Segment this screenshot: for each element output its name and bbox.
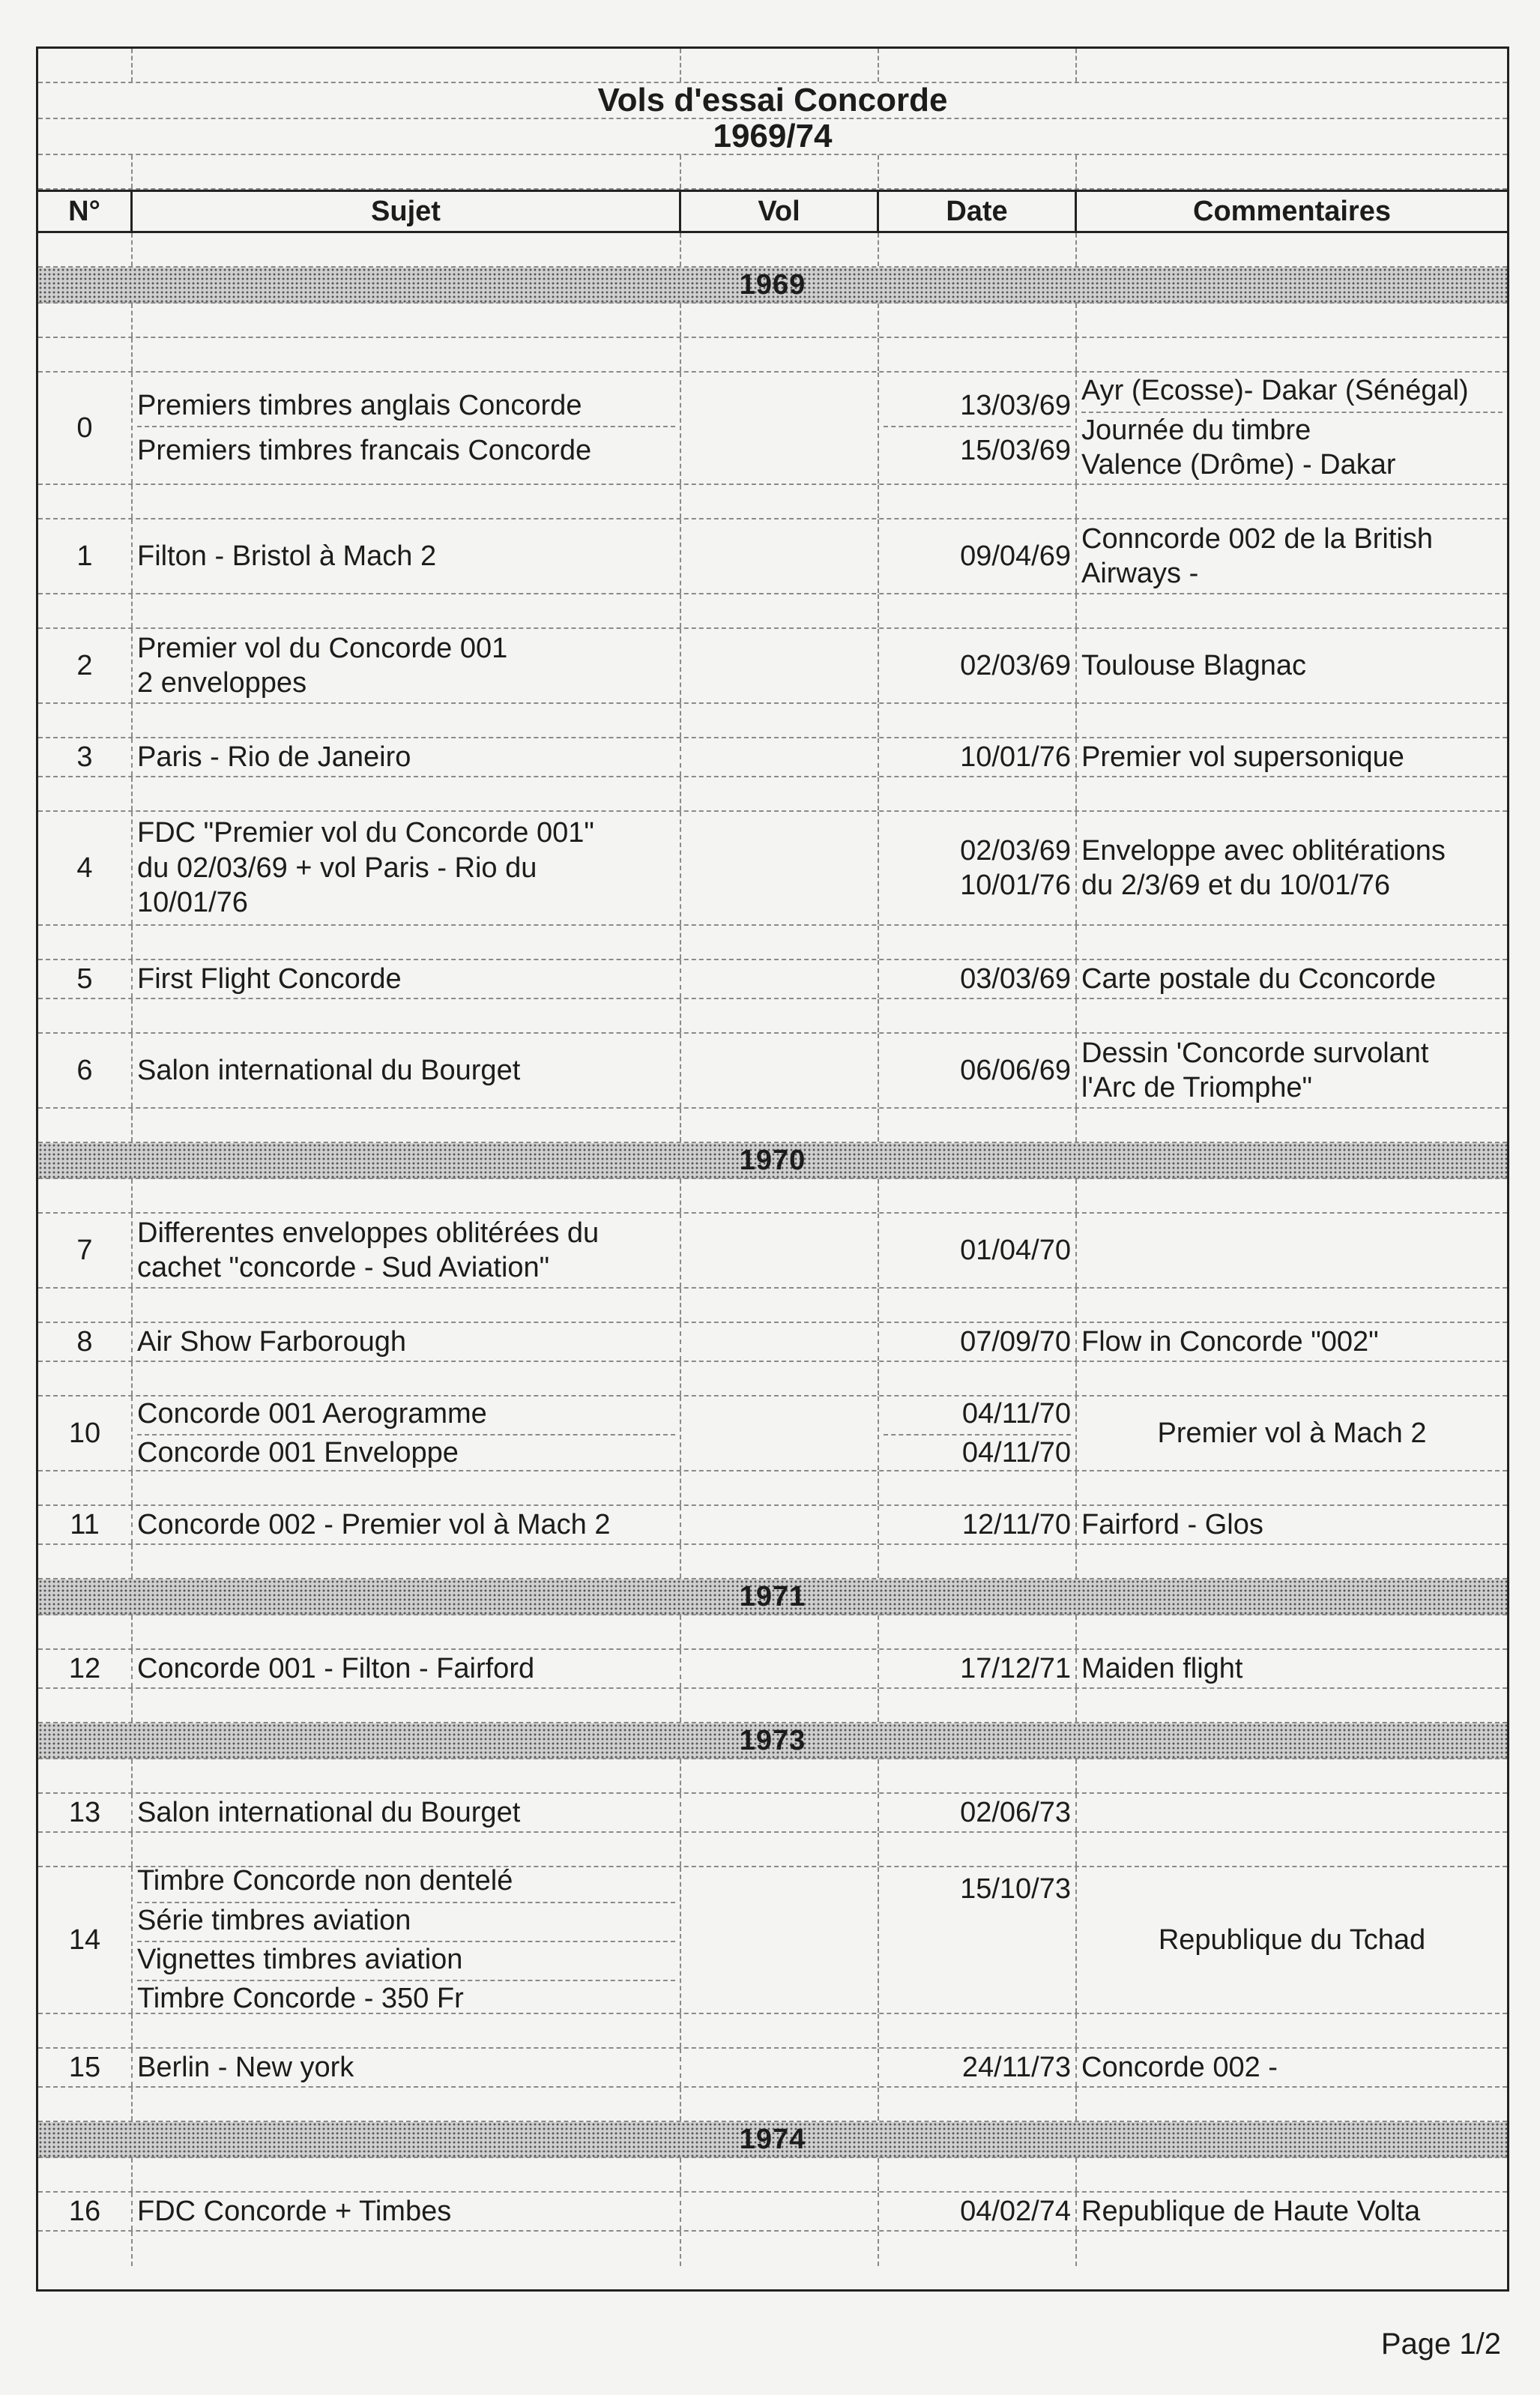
entry-sujet: Concorde 002 - Premier vol à Mach 2 (133, 1506, 681, 1543)
spacer-row (38, 777, 1507, 812)
entry-date (879, 373, 1077, 483)
spacer-row (38, 485, 1507, 519)
spacer-row (38, 2014, 1507, 2049)
entry-vol (681, 960, 879, 998)
spacer-row (38, 1833, 1507, 1867)
comment-line: Conncorde 002 de la British (1081, 522, 1433, 555)
entry-sujet: Salon international du Bourget (133, 1794, 681, 1831)
period-row (38, 119, 1507, 155)
table-row (38, 812, 1507, 926)
comment-line: l'Arc de Triomphe" (1081, 1072, 1312, 1103)
spacer-row (38, 2158, 1507, 2193)
spacer-row (38, 1179, 1507, 1214)
entry-date: 12/11/70 (879, 1506, 1077, 1543)
entry-date: 03/03/69 (879, 960, 1077, 998)
entry-vol (681, 373, 879, 483)
date-line: 10/01/76 (960, 870, 1071, 901)
table-row (38, 2193, 1507, 2232)
comment-line: du 2/3/69 et du 10/01/76 (1081, 870, 1391, 901)
entry-sujet (133, 373, 681, 483)
entry-vol (681, 1323, 879, 1361)
sujet-line: Concorde 001 Aerogramme (137, 1397, 675, 1436)
table-row (38, 960, 1507, 999)
spacer-row (38, 1615, 1507, 1650)
comment-line: Ayr (Ecosse)- Dakar (Sénégal) (1081, 373, 1503, 412)
table-row (38, 738, 1507, 777)
table-row (38, 1867, 1507, 2014)
entry-vol (681, 1867, 879, 2013)
document-title: Vols d'essai Concorde (597, 82, 948, 118)
sujet-line: 2 enveloppes (137, 667, 307, 699)
sujet-line: Série timbres aviation (137, 1903, 675, 1942)
date-line: 15/03/69 (960, 435, 1071, 466)
entry-sujet: Air Show Farborough (133, 1323, 681, 1361)
year-band-1971 (38, 1579, 1507, 1615)
entry-vol (681, 2049, 879, 2086)
entry-number: 6 (38, 1034, 133, 1107)
entry-comment: Premier vol à Mach 2 (1157, 1417, 1427, 1449)
entry-number: 7 (38, 1214, 133, 1287)
entry-comment (1077, 519, 1507, 593)
sujet-line: Timbre Concorde non dentelé (137, 1867, 675, 1903)
year-band-1969 (38, 268, 1507, 304)
entry-vol (681, 812, 879, 924)
entry-date: 07/09/70 (879, 1323, 1077, 1361)
entry-sujet (133, 1214, 681, 1287)
entry-number: 3 (38, 738, 133, 776)
entry-sujet (133, 1867, 681, 2013)
entry-date: 01/04/70 (879, 1214, 1077, 1287)
entry-comment: Republique de Haute Volta (1081, 2195, 1421, 2227)
entry-comment: Maiden flight (1081, 1652, 1243, 1684)
entry-date: 09/04/69 (879, 519, 1077, 593)
year-label: 1970 (739, 1144, 806, 1176)
entry-number: 8 (38, 1323, 133, 1361)
entry-vol (681, 738, 879, 776)
entry-date: 02/03/69 (879, 629, 1077, 702)
table-header (38, 190, 1507, 233)
spacer-row (38, 304, 1507, 338)
entry-number: 12 (38, 1650, 133, 1687)
spacer-row (38, 1289, 1507, 1323)
sujet-line: FDC "Premier vol du Concorde 001" (137, 817, 594, 849)
entry-vol (681, 1506, 879, 1543)
sujet-line: 10/01/76 (137, 887, 248, 919)
entry-comment (1077, 373, 1507, 483)
table-row (38, 1794, 1507, 1833)
document-period: 1969/74 (713, 118, 833, 154)
entry-comment (1077, 1214, 1507, 1287)
year-label: 1973 (739, 1724, 806, 1756)
entry-sujet (133, 812, 681, 924)
entry-number: 11 (38, 1506, 133, 1543)
spacer-row (38, 1471, 1507, 1506)
entry-number: 0 (38, 373, 133, 483)
entry-date: 04/02/74 (879, 2193, 1077, 2230)
entry-vol (681, 629, 879, 702)
header-vol: Vol (681, 192, 879, 231)
entry-comment (1077, 1034, 1507, 1107)
table-row (38, 1214, 1507, 1289)
entry-date: 24/11/73 (879, 2049, 1077, 2086)
entry-sujet: First Flight Concorde (133, 960, 681, 998)
header-date: Date (879, 192, 1077, 231)
comment-line: Enveloppe avec oblitérations (1081, 834, 1446, 867)
comment-line: Airways - (1081, 558, 1199, 589)
entry-sujet (133, 629, 681, 702)
spacer-row (38, 338, 1507, 373)
entry-vol (681, 519, 879, 593)
table-row (38, 1397, 1507, 1471)
entry-comment: Flow in Concorde "002" (1081, 1325, 1379, 1358)
entry-number: 1 (38, 519, 133, 593)
spacer-row (38, 1545, 1507, 1579)
entry-comment: Toulouse Blagnac (1081, 649, 1306, 681)
comment-line: Journée du timbre (1081, 414, 1311, 446)
header-commentaires: Commentaires (1193, 195, 1391, 227)
table-row (38, 1323, 1507, 1362)
spacer-row (38, 1109, 1507, 1143)
entry-number: 13 (38, 1794, 133, 1831)
sujet-line: Differentes enveloppes oblitérées du (137, 1217, 600, 1249)
page-number: Page 1/2 (1380, 2328, 1501, 2361)
entry-comment: Republique du Tchad (1158, 1923, 1426, 1956)
entry-date: 15/10/73 (879, 1867, 1077, 2013)
spacer-row (38, 233, 1507, 268)
sujet-line: Premier vol du Concorde 001 (137, 632, 508, 664)
entry-number: 2 (38, 629, 133, 702)
spacer-row (38, 155, 1507, 190)
table-row (38, 1650, 1507, 1689)
entry-sujet: FDC Concorde + Timbes (133, 2193, 681, 2230)
spacer-row (38, 2088, 1507, 2122)
year-label: 1971 (739, 1580, 806, 1612)
entry-vol (681, 1034, 879, 1107)
entry-date (879, 812, 1077, 924)
spacer-row (38, 2232, 1507, 2266)
entry-number: 14 (38, 1867, 133, 2013)
date-line: 04/11/70 (961, 1437, 1071, 1468)
spacer-row (38, 1759, 1507, 1794)
header-number: N° (38, 192, 133, 231)
date-line: 04/11/70 (884, 1397, 1071, 1436)
year-band-1970 (38, 1143, 1507, 1179)
table-row (38, 629, 1507, 704)
spacer-row (38, 1362, 1507, 1397)
entry-vol (681, 1214, 879, 1287)
table-row (38, 519, 1507, 594)
entry-vol (681, 1794, 879, 1831)
table-row (38, 2049, 1507, 2088)
entry-date: 02/06/73 (879, 1794, 1077, 1831)
entry-date: 10/01/76 (879, 738, 1077, 776)
header-sujet: Sujet (133, 192, 681, 231)
entry-comment: Fairford - Glos (1081, 1508, 1263, 1540)
sujet-line: du 02/03/69 + vol Paris - Rio du (137, 852, 537, 884)
sujet-line: Timbre Concorde - 350 Fr (137, 1983, 464, 2013)
entry-comment: Premier vol supersonique (1081, 741, 1404, 773)
entry-vol (681, 1397, 879, 1470)
entry-number: 15 (38, 2049, 133, 2086)
entry-number: 16 (38, 2193, 133, 2230)
entry-comment: Carte postale du Cconcorde (1081, 962, 1437, 995)
spacer-row (38, 926, 1507, 960)
entry-date: 17/12/71 (879, 1650, 1077, 1687)
sujet-line: Premiers timbres anglais Concorde (137, 388, 675, 427)
entry-vol (681, 1650, 879, 1687)
spacer-row (38, 704, 1507, 738)
entry-comment (1077, 812, 1507, 924)
spacer-row (38, 999, 1507, 1034)
title-row (38, 83, 1507, 119)
entry-number: 5 (38, 960, 133, 998)
sujet-line: cachet "concorde - Sud Aviation" (137, 1252, 550, 1283)
entry-sujet: Berlin - New york (133, 2049, 681, 2086)
year-label: 1969 (739, 268, 806, 301)
entry-date (879, 1397, 1077, 1470)
table-row (38, 1506, 1507, 1545)
year-band-1973 (38, 1723, 1507, 1759)
spacer-row (38, 49, 1507, 83)
table-row (38, 1034, 1507, 1109)
sujet-line: Vignettes timbres aviation (137, 1942, 675, 1981)
date-line: 02/03/69 (960, 834, 1071, 867)
year-label: 1974 (739, 2123, 806, 2155)
comment-line: Valence (Drôme) - Dakar (1081, 449, 1396, 481)
entry-sujet: Filton - Bristol à Mach 2 (133, 519, 681, 593)
entry-sujet: Paris - Rio de Janeiro (133, 738, 681, 776)
table-row (38, 373, 1507, 485)
year-band-1974 (38, 2122, 1507, 2158)
concorde-table (36, 46, 1509, 2292)
date-line: 13/03/69 (884, 388, 1071, 427)
entry-sujet: Concorde 001 - Filton - Fairford (133, 1650, 681, 1687)
entry-sujet (133, 1397, 681, 1470)
spacer-row (38, 1689, 1507, 1723)
entry-number: 4 (38, 812, 133, 924)
sujet-line: Premiers timbres francais Concorde (137, 435, 592, 466)
entry-vol (681, 2193, 879, 2230)
sujet-line: Concorde 001 Enveloppe (137, 1437, 459, 1468)
entry-sujet: Salon international du Bourget (133, 1034, 681, 1107)
comment-line: Dessin 'Concorde survolant (1081, 1037, 1429, 1069)
entry-comment (1077, 1794, 1507, 1831)
spacer-row (38, 594, 1507, 629)
entry-date: 06/06/69 (879, 1034, 1077, 1107)
entry-comment: Concorde 002 - (1081, 2051, 1278, 2083)
entry-number: 10 (38, 1397, 133, 1470)
